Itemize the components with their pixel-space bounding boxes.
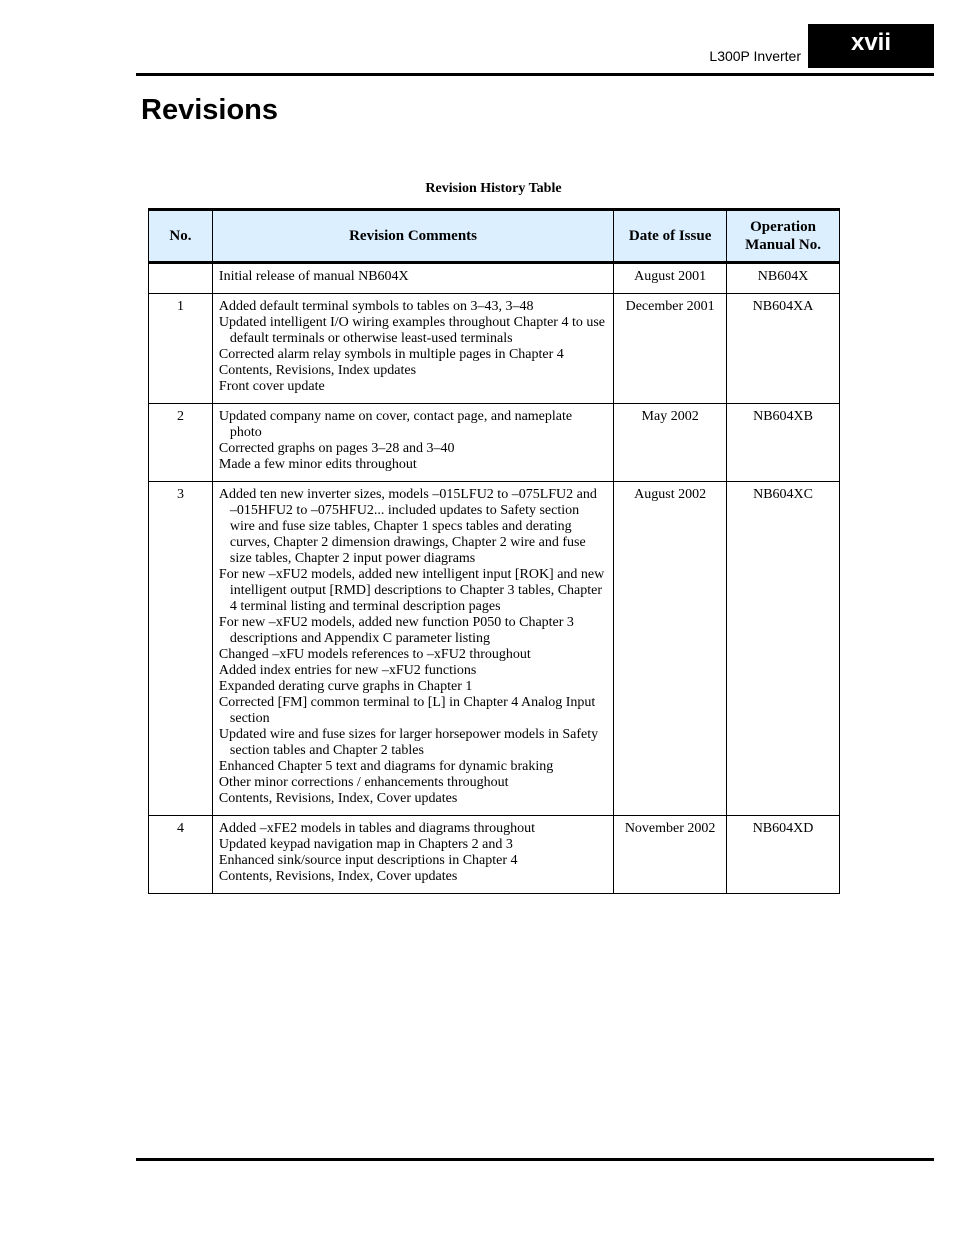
revision-comment-line: Expanded derating curve graphs in Chapter 1	[218, 679, 473, 694]
revision-comment-line: Updated company name on cover, contact page, and nameplate photo	[218, 409, 573, 440]
revision-comment-line: Other minor corrections / enhancements throughout	[218, 775, 509, 790]
revision-comments-cell	[212, 263, 613, 294]
manual-number-cell: NB604XB	[727, 404, 840, 482]
revision-comment-line: Added index entries for new –xFU2 functions	[218, 663, 477, 678]
revision-comment-line: Contents, Revisions, Index, Cover updates	[218, 869, 458, 884]
revision-number-cell	[149, 263, 213, 294]
date-of-issue-cell: November 2002	[614, 816, 727, 894]
page-number: xvii	[808, 24, 934, 68]
revision-comment-line: Corrected alarm relay symbols in multiple pages in Chapter 4	[218, 347, 564, 362]
revision-number-cell: 2	[149, 404, 213, 482]
revision-comment-line: Corrected graphs on pages 3–28 and 3–40	[218, 441, 455, 456]
manual-name: L300P Inverter	[709, 48, 801, 64]
table-row	[149, 482, 840, 816]
manual-number-cell: NB604XC	[727, 482, 840, 816]
revision-comments-cell	[212, 816, 613, 894]
revision-comment-line: Initial release of manual NB604X	[218, 269, 409, 284]
revision-comment-line: For new –xFU2 models, added new intelligent input [ROK] and new intelligent output [RMD] descriptions to Chapter 3 tables, Chapter 4 terminal listing and terminal description pages	[218, 567, 605, 614]
column-header-manual-no: Operation Manual No.	[727, 210, 840, 263]
date-of-issue-cell: May 2002	[614, 404, 727, 482]
revision-comment-line: Enhanced Chapter 5 text and diagrams for dynamic braking	[218, 759, 554, 774]
revision-comments-cell	[212, 294, 613, 404]
manual-number-cell: NB604XA	[727, 294, 840, 404]
column-header-comments: Revision Comments	[212, 210, 613, 263]
revision-number-cell: 4	[149, 816, 213, 894]
revision-comment-line: Updated wire and fuse sizes for larger horsepower models in Safety section tables and Chapter 2 tables	[218, 727, 599, 758]
revision-comment-line: For new –xFU2 models, added new function P050 to Chapter 3 descriptions and Appendix C parameter listing	[218, 615, 574, 646]
revision-history-table	[148, 208, 840, 894]
page-title: Revisions	[141, 94, 278, 126]
revision-number-cell: 1	[149, 294, 213, 404]
revision-comment-line: Front cover update	[218, 379, 325, 394]
table-row	[149, 816, 840, 894]
revision-comment-line: Contents, Revisions, Index, Cover updates	[218, 791, 458, 806]
table-header-row	[149, 210, 840, 263]
revision-comment-line: Updated intelligent I/O wiring examples throughout Chapter 4 to use default terminals or otherwise least-used terminals	[218, 315, 606, 346]
footer-rule	[136, 1158, 934, 1161]
revision-comment-line: Updated keypad navigation map in Chapters 2 and 3	[218, 837, 513, 852]
revision-comment-line: Made a few minor edits throughout	[218, 457, 417, 472]
column-header-date: Date of Issue	[614, 210, 727, 263]
column-header-no: No.	[149, 210, 213, 263]
header-rule	[136, 73, 934, 76]
table-row	[149, 404, 840, 482]
revision-comment-line: Added ten new inverter sizes, models –015LFU2 to –075LFU2 and –015HFU2 to –075HFU2... included updates to Safety section wire and fuse size tables, Chapter 1 specs tables and derating curves, Chapter 2 dimension drawings, Chapter 2 wire and fuse size tables, Chapter 2 input power diagrams	[218, 487, 597, 566]
date-of-issue-cell: August 2002	[614, 482, 727, 816]
revision-comment-line: Changed –xFU models references to –xFU2 throughout	[218, 647, 531, 662]
date-of-issue-cell: December 2001	[614, 294, 727, 404]
manual-number-cell: NB604X	[727, 263, 840, 294]
revision-comments-cell	[212, 482, 613, 816]
table-body	[149, 263, 840, 894]
table-row	[149, 294, 840, 404]
revision-comment-line: Corrected [FM] common terminal to [L] in Chapter 4 Analog Input section	[218, 695, 596, 726]
revision-comment-line: Enhanced sink/source input descriptions in Chapter 4	[218, 853, 518, 868]
date-of-issue-cell: August 2001	[614, 263, 727, 294]
table-caption: Revision History Table	[425, 181, 562, 196]
table-row	[149, 263, 840, 294]
revision-comment-line: Added default terminal symbols to tables on 3–43, 3–48	[218, 299, 534, 314]
revision-number-cell: 3	[149, 482, 213, 816]
revision-comments-cell	[212, 404, 613, 482]
revision-comment-line: Contents, Revisions, Index updates	[218, 363, 417, 378]
revision-comment-line: Added –xFE2 models in tables and diagrams throughout	[218, 821, 536, 836]
manual-number-cell: NB604XD	[727, 816, 840, 894]
